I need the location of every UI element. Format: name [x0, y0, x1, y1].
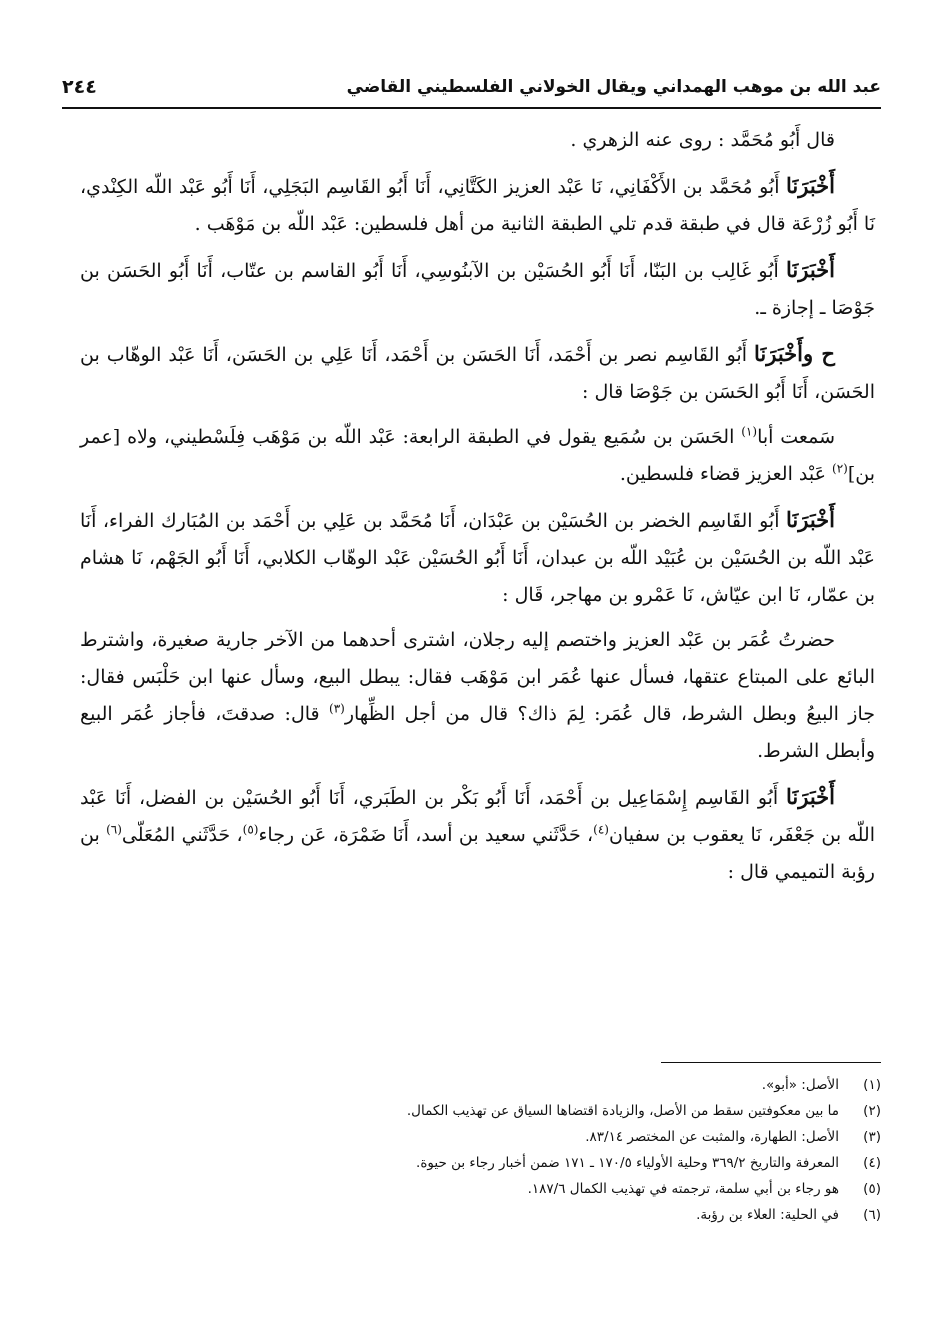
paragraph: [80, 122, 875, 159]
text-run: أَبُو مُحَمَّد بن الأَكْفَانِي، نَا عَبْد العزيز الكَتَّانِي، أَنَا أَبُو القَاسِم البَجَلِي، أَنَا أَبُو عَبْد اللّه الكِنْدي، نَا أَبُو زُرْعَة قال في طبقة قدم تلي الطبقة الثانية من أهل فلسطين: عَبْد اللّه بن مَوْهَب .: [80, 176, 875, 235]
text-run: عَبْد العزيز قضاء فلسطين.: [619, 463, 832, 485]
lead-word: أَخْبَرَنَا: [786, 784, 835, 809]
footnote-text: هو رجاء بن أبي سلمة، ترجمته في تهذيب الكمال ١٨٧/٦.: [527, 1181, 839, 1197]
text-run: سَمعت أبا: [757, 426, 835, 448]
footnote-ref: (٥): [242, 822, 259, 837]
text-run: أَبُو القَاسِم نصر بن أَحْمَد، أَنَا الحَسَن بن أَحْمَد، أَنَا عَلِي بن الحَسَن، أَنَا عَبْد الوهّاب بن الحَسَن، أَنَا أَبُو الحَسَن بن جَوْصَا قال :: [80, 344, 875, 403]
text-run: أَبُو القَاسِم إِسْمَاعِيل بن أَحْمَد، أَنَا أَبُو بَكْر بن الطَبَري، أَنَا أَبُو الحُسَيْن بن الفضل، أَنَا عَبْد اللّه بن جَعْفَر، نَا يعقوب بن سفيان: [80, 787, 875, 846]
text-run: ، حَدَّثَني المُعَلّى: [121, 824, 243, 846]
text-run: أَبُو القَاسِم الخضر بن الحُسَيْن بن عَبْدَان، أَنَا مُحَمَّد بن عَلِي بن أَحْمَد بن المُبَارك الفراء، أَنَا عَبْد اللّه بن الحُسَيْن بن عُبَيْد اللّه بن عبدان، أَنَا أَبُو الحُسَيْن عَبْد الوهّاب الكلابي، أَنَا أَبُو الجَهْم، نَا هشام بن عمّار، نَا ابن عيّاش، نَا عَمْرو بن مهاجر، قَال :: [80, 510, 875, 606]
footnote-text: الأصل: «أبو».: [761, 1077, 839, 1093]
paragraph: [80, 778, 875, 891]
header-rule: [62, 107, 881, 109]
text-run: قال: صدقتَ، فأجاز عُمَر البيع وأبطل الشرط.: [80, 703, 875, 762]
paragraph: [80, 251, 875, 327]
lead-word: أَخْبَرَنَا: [786, 507, 835, 532]
footnote-ref: (٤): [593, 822, 609, 837]
paragraph: [80, 501, 875, 614]
text-run: حضرتُ عُمَر بن عَبْد العزيز واختصم إليه رجلان، اشترى أحدهما من الآخر جارية صغيرة، واشترط البائع على المبتاع عتقها، فسأل عنها عُمَر ابن مَوْهَب فقال: يبطل البيع، وسأل عنها ابن حَلْبَس فقال: جاز البيعُ وبطل الشرط، قال عُمَر: لِمَ ذاك؟ قال من أجل الظِّهار: [80, 629, 875, 725]
running-title: عبد الله بن موهب الهمداني ويقال الخولاني الفلسطيني القاضي: [346, 77, 881, 97]
text-run: ، حَدَّثَني سعيد بن أسد، أَنَا ضَمْرَة، عَن رجاء: [258, 824, 594, 846]
footnote: [62, 1072, 881, 1098]
text-run: قال أَبُو مُحَمَّد : روى عنه الزهري .: [570, 129, 835, 151]
footnote-ref: (١): [741, 424, 758, 439]
footnote-number: (٦): [863, 1207, 881, 1223]
main-text: [80, 122, 875, 899]
paragraph: [80, 335, 875, 411]
page-header: [62, 66, 881, 108]
footnote-number: (٢): [863, 1103, 881, 1119]
lead-word: أَخْبَرَنَا: [786, 173, 835, 198]
footnote-text: المعرفة والتاريخ ٣٦٩/٢ وحلية الأولياء ١٧٠/٥ ـ ١٧١ ضمن أخبار رجاء بن حيوة.: [416, 1155, 839, 1171]
text-run: الحَسَن بن سُمَيع يقول في الطبقة الرابعة: عَبْد اللّه بن مَوْهَب فِلَسْطيني، ولاه [عمر بن]: [80, 426, 875, 485]
footnotes: [62, 1072, 881, 1228]
footnote: [62, 1202, 881, 1228]
footnote-number: (٣): [863, 1129, 881, 1145]
footnote: [62, 1176, 881, 1202]
footnote-ref: (٢): [832, 461, 848, 476]
footnote-number: (٥): [863, 1181, 881, 1197]
paragraph: [80, 419, 875, 493]
page-number: ٢٤٤: [62, 76, 97, 98]
footnote: [62, 1098, 881, 1124]
paragraph: [80, 622, 875, 770]
footnote-number: (١): [863, 1077, 881, 1093]
lead-word: أَخْبَرَنَا: [786, 257, 835, 282]
footnote-text: في الحلية: العلاء بن رؤبة.: [696, 1207, 839, 1223]
footnote-separator: [661, 1062, 881, 1063]
footnote-number: (٤): [863, 1155, 881, 1171]
text-run: بن رؤبة التميمي قال :: [80, 824, 875, 883]
footnote-text: الأصل: الطهارة، والمثبت عن المختصر ٨٣/١٤.: [585, 1129, 839, 1145]
footnote-ref: (٣): [329, 701, 345, 716]
footnote-text: ما بين معكوفتين سقط من الأصل، والزيادة اقتضاها السياق عن تهذيب الكمال.: [406, 1103, 839, 1119]
footnote: [62, 1150, 881, 1176]
text-run: أَبُو غَالِب بن البَنّا، أَنَا أَبُو الحُسَيْن بن الآبنُوسِي، أَنَا أَبُو القاسم بن عتّاب، أَنَا أَبُو الحَسَن بن جَوْصَا ـ إجازة ـ.: [80, 260, 875, 319]
lead-word: ح وأَخْبَرَنَا: [754, 341, 835, 366]
paragraph: [80, 167, 875, 243]
footnote: [62, 1124, 881, 1150]
footnote-ref: (٦): [106, 822, 122, 837]
